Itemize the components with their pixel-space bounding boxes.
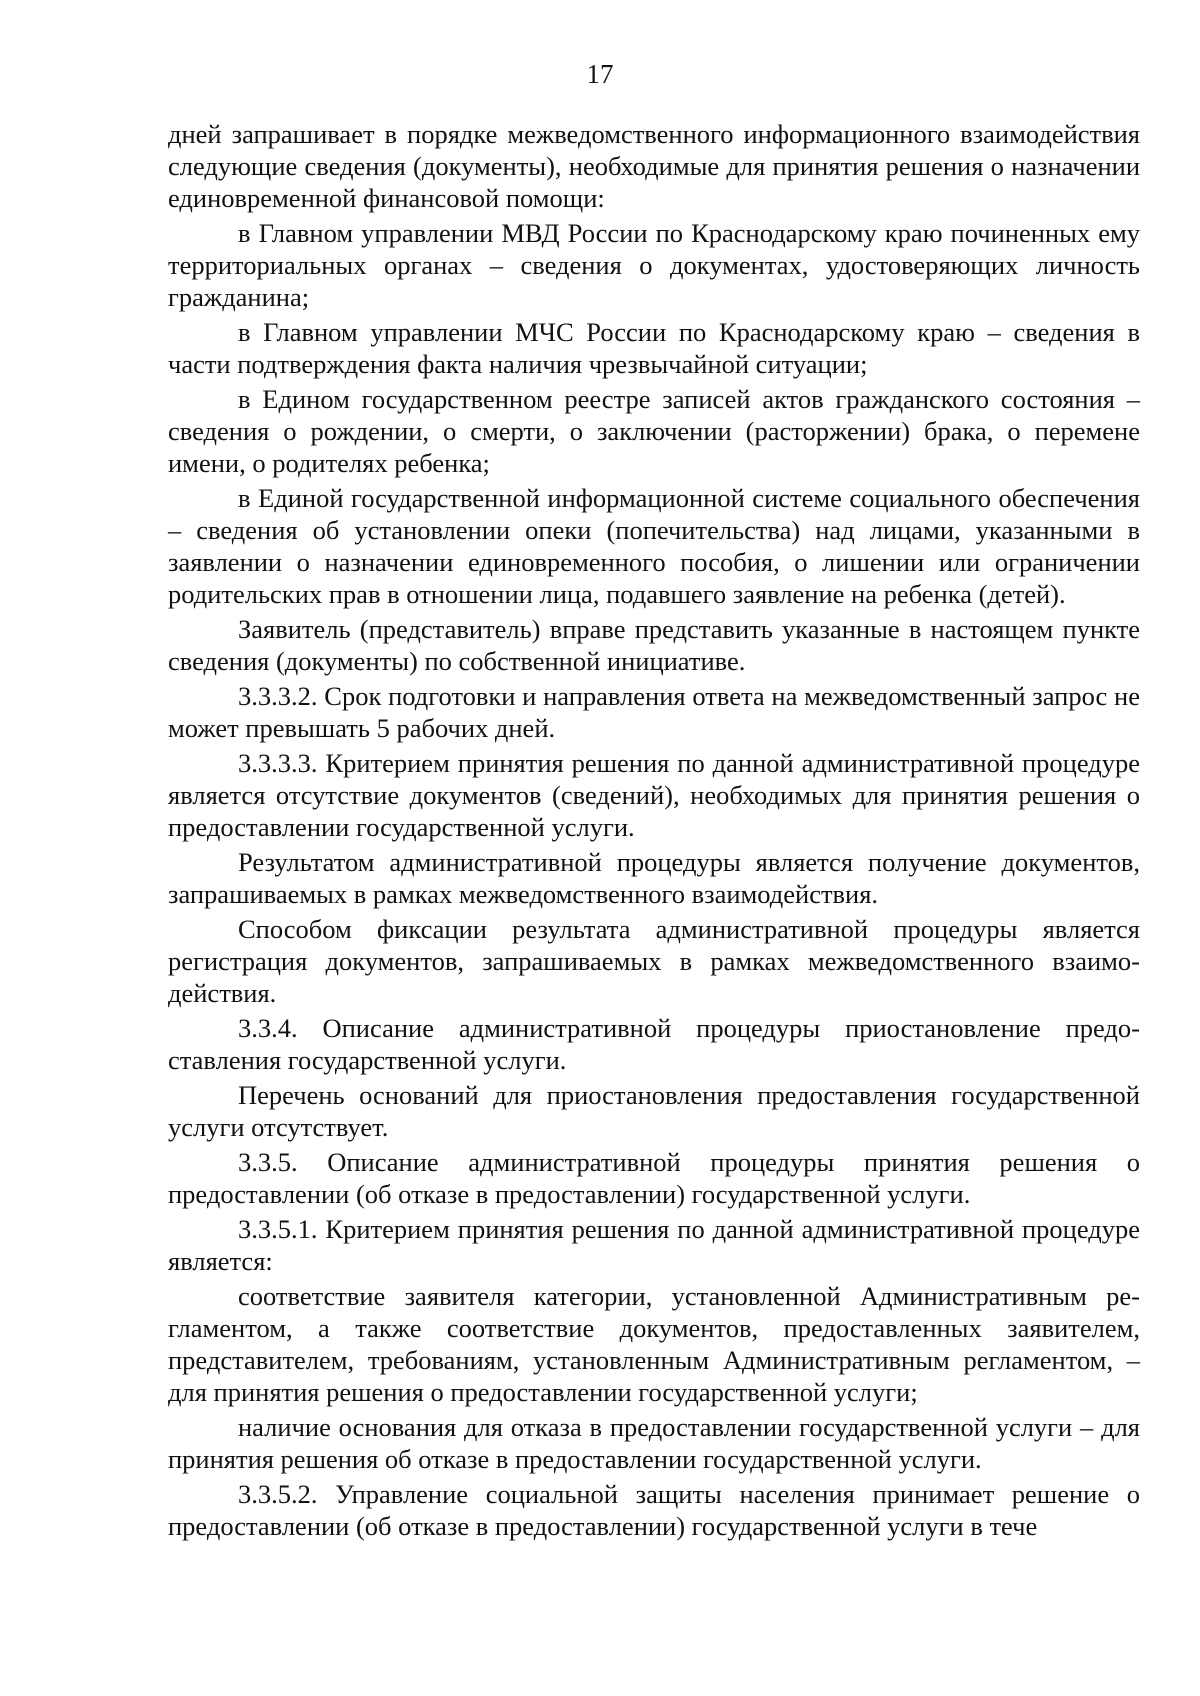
paragraph-3-3-5-1: 3.3.5.1. Критерием принятия решения по данной административной процедуре является: (168, 1214, 1140, 1276)
paragraph-result: Результатом административной процедуры является получение документов, запрашиваемых в рамках межведомственного взаимодействия. (168, 847, 1140, 909)
paragraph-3-3-4: 3.3.4. Описание административной процедуры приостановление предоставления государственной услуги. (168, 1013, 1140, 1075)
paragraph-civil-registry: в Едином государственном реестре записей актов гражданского состояния – сведения о рождении, о смерти, о заключении (расторжении) брака, о перемене имени, о родителях ребенка; (168, 384, 1140, 478)
paragraph-compliance: соответствие заявителя категории, установленной Административным регламентом, а также соответствие документов, предоставленных заявителем, представителем, требованиям, установленным Административным регламентом, – для принятия решения о предоставлении государственной услуги; (168, 1281, 1140, 1407)
paragraph-3-3-3-3: 3.3.3.3. Критерием принятия решения по данной административной процедуре является отсутствие документов (сведений), необходимых для принятия решения о предоставлении государственной услуги. (168, 748, 1140, 842)
paragraph-mvd-request: в Главном управлении МВД России по Краснодарскому краю починенных ему территориальных органах – сведения о документах, удостоверяющих личность гражданина; (168, 218, 1140, 312)
paragraph-3-3-5: 3.3.5. Описание административной процедуры принятия решения о предоставлении (об отказе в предоставлении) государственной услуги. (168, 1147, 1140, 1209)
paragraph-social-system: в Единой государственной информационной системе социального обеспечения – сведения об установлении опеки (попечительства) над лицами, указанными в заявлении о назначении единовременного пособия, о лишении или ограничении родительских прав в отношении лица, подавшего заявление на ребенка (детей). (168, 483, 1140, 609)
page-number: 17 (586, 59, 614, 89)
paragraph-refusal-grounds: наличие основания для отказа в предоставлении государственной услуги – для принятия решения об отказе в предоставлении государственной услуги. (168, 1412, 1140, 1474)
paragraph-3-3-3-2: 3.3.3.2. Срок подготовки и направления ответа на межведомственный запрос не может превышать 5 рабочих дней. (168, 681, 1140, 743)
paragraph-suspension-grounds: Перечень оснований для приостановления предоставления государственной услуги отсутствует. (168, 1080, 1140, 1142)
paragraph-applicant-right: Заявитель (представитель) вправе представить указанные в настоящем пункте сведения (документы) по собственной инициативе. (168, 614, 1140, 676)
paragraph-mchs-request: в Главном управлении МЧС России по Краснодарскому краю – сведения в части подтверждения факта наличия чрезвычайной ситуации; (168, 317, 1140, 379)
paragraph-3-3-5-2: 3.3.5.2. Управление социальной защиты населения принимает решение о предоставлении (об отказе в предоставлении) государственной услуги в тече (168, 1479, 1140, 1541)
document-body (168, 118, 1140, 1545)
paragraph-continuation: дней запрашивает в порядке межведомственного информационного взаимодействия следующие сведения (документы), необходимые для принятия решения о назначении единовременной финансовой помощи: (168, 119, 1140, 213)
paragraph-fixation: Способом фиксации результата административной процедуры является регистрация документов, запрашиваемых в рамках межведомственного взаимодействия. (168, 914, 1140, 1008)
